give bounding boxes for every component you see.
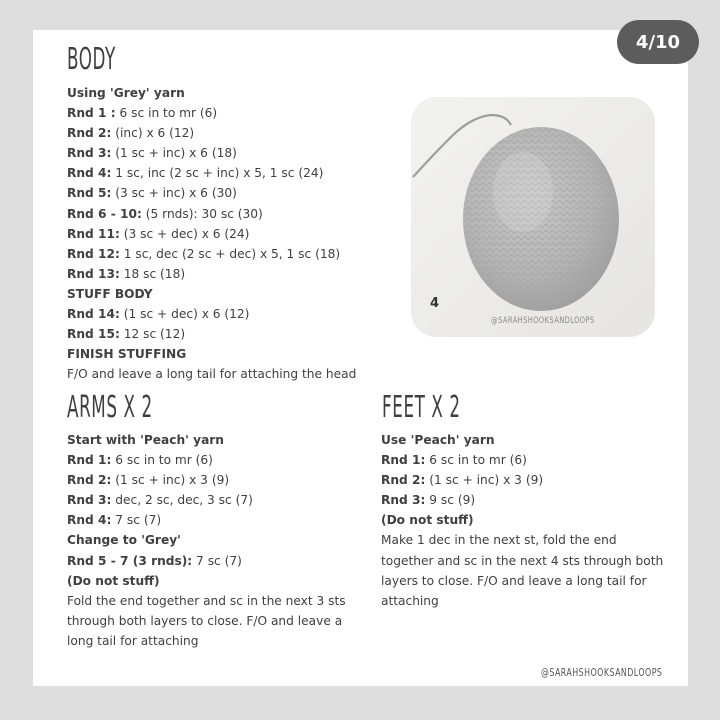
body-row-label: Rnd 12: (67, 246, 120, 261)
body-row-text: 6 sc in to mr (6) (115, 106, 218, 121)
body-row (67, 224, 356, 244)
arms-row-text: 6 sc in to mr (6) (111, 453, 213, 468)
body-row-label: FINISH STUFFING (67, 347, 187, 362)
photo-credit: @SARAHSHOOKSANDLOOPS (491, 316, 595, 326)
feet-row-label: (Do not stuff) (381, 513, 474, 528)
feet-row-label: Rnd 2: (381, 473, 426, 488)
body-row-label: Rnd 11: (67, 226, 120, 241)
body-row-text: (5 rnds): 30 sc (30) (141, 206, 263, 221)
arms-row-label: Rnd 2: (67, 473, 112, 488)
body-row-text: F/O and leave a long tail for attaching the head (67, 367, 357, 382)
arms-row-text: 7 sc (7) (111, 513, 162, 528)
feet-row-text: Make 1 dec in the next st, fold the end (381, 533, 617, 548)
feet-row-text: attaching (381, 593, 439, 608)
arms-row (67, 510, 346, 530)
arms-row-label: Rnd 3: (67, 493, 112, 508)
arms-row (67, 631, 346, 651)
feet-row (381, 450, 663, 470)
arms-row-label: Rnd 5 - 7 (3 rnds): (67, 553, 193, 568)
body-row (67, 324, 356, 344)
arms-row (67, 571, 346, 591)
body-row-text: (1 sc + dec) x 6 (12) (119, 307, 250, 322)
feet-row-text: layers to close. F/O and leave a long tail for (381, 573, 647, 588)
body-row-text: 1 sc, inc (2 sc + inc) x 5, 1 sc (24) (111, 166, 324, 181)
arms-row-label: Change to 'Grey' (67, 533, 181, 548)
body-row-label: Rnd 13: (67, 266, 120, 281)
arms-row-text: (1 sc + inc) x 3 (9) (111, 473, 230, 488)
feet-row (381, 591, 663, 611)
arms-row (67, 490, 346, 510)
body-row-text: 1 sc, dec (2 sc + dec) x 5, 1 sc (18) (119, 246, 341, 261)
feet-row-text: 9 sc (9) (425, 493, 476, 508)
feet-row (381, 530, 663, 550)
body-row-label: Rnd 2: (67, 126, 112, 141)
body-row-label: Rnd 6 - 10: (67, 206, 142, 221)
page-badge: 4/10 (617, 20, 699, 64)
feet-row (381, 470, 663, 490)
body-row-label: Rnd 1 : (67, 106, 116, 121)
body-row-text: 12 sc (12) (119, 327, 186, 342)
body-row-label: Rnd 15: (67, 327, 120, 342)
body-row-label: STUFF BODY (67, 286, 153, 301)
body-row (67, 284, 356, 304)
body-row-label: Rnd 14: (67, 307, 120, 322)
feet-row-text: (1 sc + inc) x 3 (9) (425, 473, 544, 488)
arms-row (67, 530, 346, 550)
body-row-label: Rnd 5: (67, 186, 112, 201)
body-row-text: (3 sc + inc) x 6 (30) (111, 186, 237, 201)
arms-row-label: Rnd 1: (67, 453, 112, 468)
body-row (67, 204, 356, 224)
feet-row (381, 510, 663, 530)
arms-row (67, 450, 346, 470)
arms-row (67, 551, 346, 571)
arms-row-text: through both layers to close. F/O and leave a (67, 613, 343, 628)
feet-rows (381, 450, 663, 611)
arms-row-text: dec, 2 sc, dec, 3 sc (7) (111, 493, 253, 508)
body-row (67, 143, 356, 163)
body-row (67, 344, 356, 364)
feet-row-label: Rnd 1: (381, 453, 426, 468)
arms-row-text: long tail for attaching (67, 633, 199, 648)
feet-row (381, 571, 663, 591)
arms-intro: Start with 'Peach' yarn (67, 433, 224, 447)
feet-section (381, 430, 663, 611)
body-row-label: Rnd 3: (67, 146, 112, 161)
arms-row (67, 470, 346, 490)
body-intro: Using 'Grey' yarn (67, 86, 185, 100)
body-row-text: (3 sc + dec) x 6 (24) (119, 226, 250, 241)
body-row (67, 163, 356, 183)
feet-row-text: together and sc in the next 4 sts through both (381, 553, 664, 568)
arms-row-text: 7 sc (7) (192, 553, 242, 568)
body-title: BODY (67, 42, 116, 77)
arms-row (67, 591, 346, 611)
body-row-text: (1 sc + inc) x 6 (18) (111, 146, 237, 161)
arms-row-label: (Do not stuff) (67, 573, 160, 588)
body-row (67, 103, 356, 123)
body-rows (67, 103, 356, 384)
photo-step-number: 4 (430, 296, 440, 311)
body-row (67, 123, 356, 143)
feet-row-text: 6 sc in to mr (6) (425, 453, 527, 468)
arms-rows (67, 450, 346, 651)
arms-section (67, 430, 346, 651)
arms-row-label: Rnd 4: (67, 513, 112, 528)
body-row (67, 304, 356, 324)
body-section (67, 83, 356, 384)
body-row-label: Rnd 4: (67, 166, 112, 181)
feet-row-label: Rnd 3: (381, 493, 426, 508)
footer-credit: @SARAHSHOOKSANDLOOPS (541, 666, 663, 679)
arms-row-text: Fold the end together and sc in the next 3 sts (67, 593, 346, 608)
body-row-text: 18 sc (18) (119, 266, 186, 281)
arms-row (67, 611, 346, 631)
body-row-text: (inc) x 6 (12) (111, 126, 195, 141)
feet-row (381, 490, 663, 510)
feet-row (381, 551, 663, 571)
body-row (67, 244, 356, 264)
feet-intro: Use 'Peach' yarn (381, 433, 495, 447)
arms-title: ARMS X 2 (67, 390, 153, 425)
body-row (67, 264, 356, 284)
body-row (67, 364, 356, 384)
body-row (67, 183, 356, 203)
feet-title: FEET X 2 (382, 390, 461, 425)
amigurumi-body-photo (411, 97, 655, 337)
